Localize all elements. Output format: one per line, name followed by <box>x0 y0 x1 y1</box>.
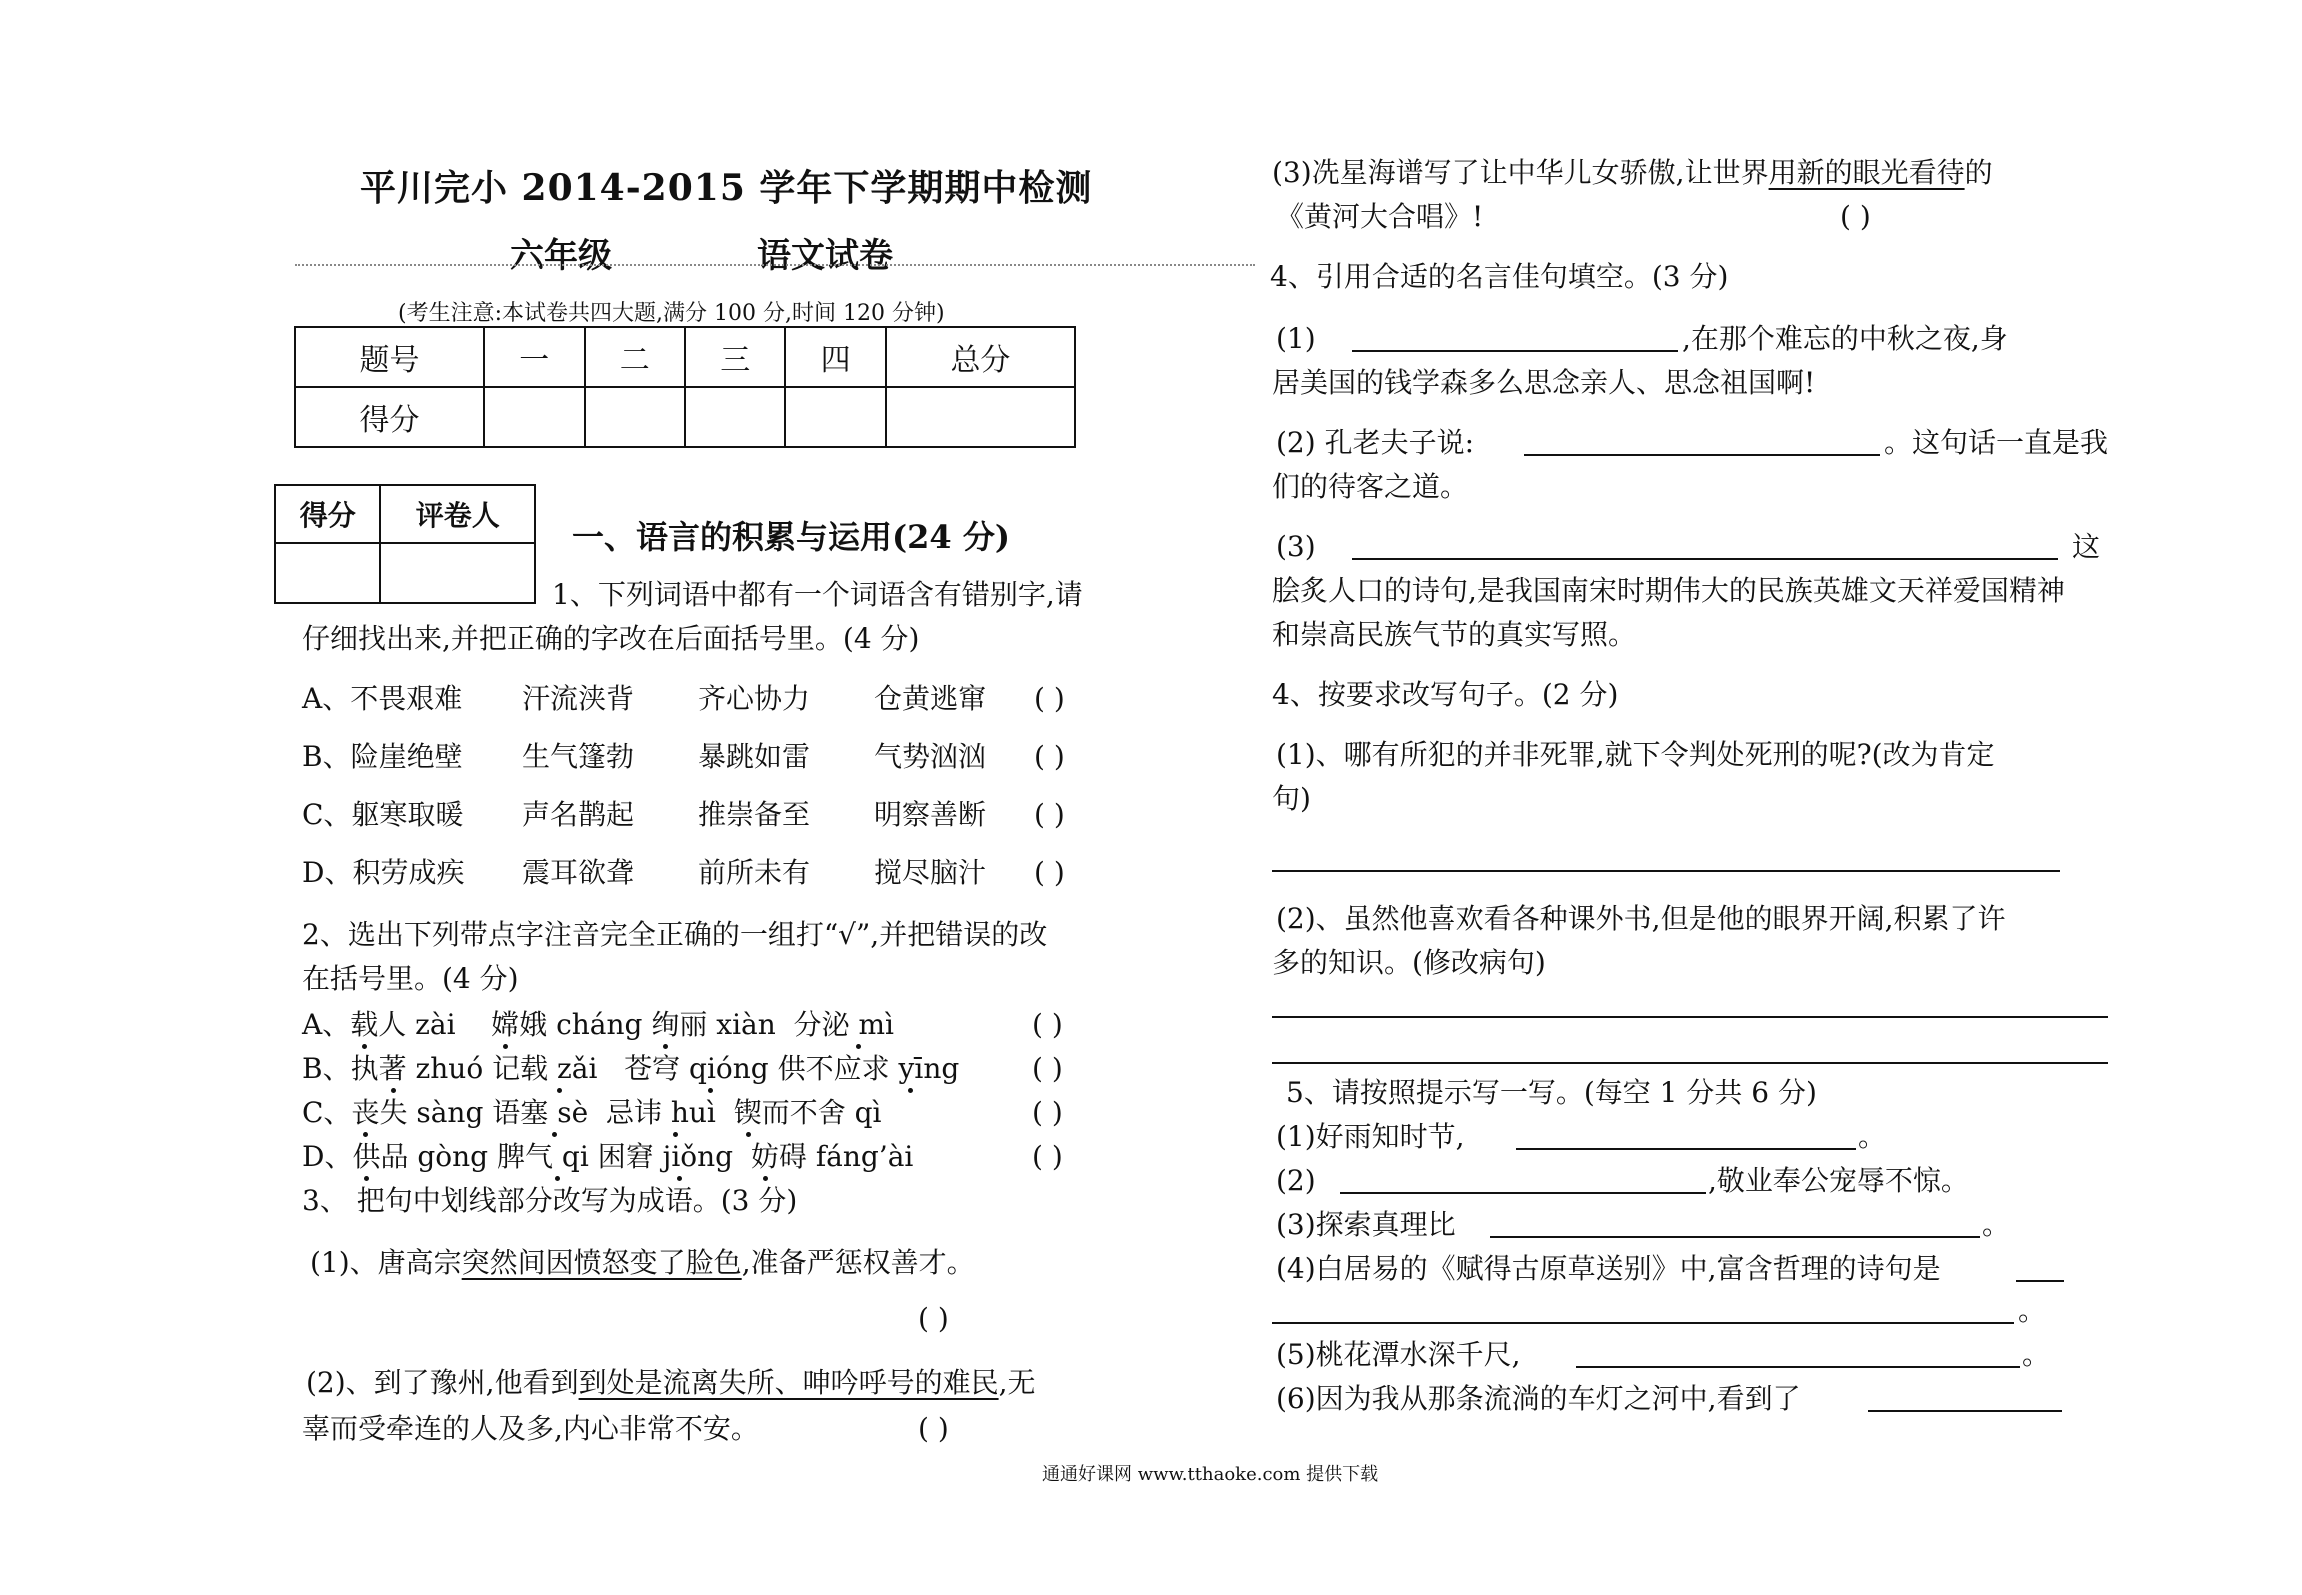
q1-word: 声名鹊起 <box>522 798 635 831</box>
q2-dotted-char: 求 yīng <box>861 1052 960 1085</box>
q4-p1-line2: 居美国的钱学森多么思念亲人、思念祖国啊! <box>1272 366 1816 399</box>
q1-word: C、躯寒取暖 <box>302 798 464 831</box>
q5-i1-prefix: (1)好雨知时节, <box>1276 1120 1465 1153</box>
score-header-cell: 题号 <box>295 327 484 387</box>
fill-blank-line[interactable] <box>1868 1410 2062 1412</box>
fill-blank-line[interactable] <box>1340 1192 1706 1194</box>
q1-word: 生气篷勃 <box>522 740 635 773</box>
q4-p2-line2: 们的待客之道。 <box>1272 470 1469 503</box>
answer-paren[interactable]: ( ) <box>1034 856 1065 889</box>
fill-blank-line[interactable] <box>1576 1366 2020 1368</box>
q3-text: (3)冼星海谱写了让中华儿女骄傲,让世界 <box>1272 156 1769 189</box>
answer-paren[interactable]: ( ) <box>1840 200 1871 233</box>
answer-paren[interactable]: ( ) <box>1032 1008 1063 1041</box>
q1-word: 明察善断 <box>874 798 987 831</box>
q1-word: 推崇备至 <box>698 798 811 831</box>
answer-paren[interactable]: ( ) <box>1032 1052 1063 1085</box>
q2-text: 困 <box>597 1140 626 1173</box>
q2-text: D、 <box>302 1140 353 1173</box>
q3-text: 的 <box>1964 156 1993 189</box>
q3-text: (2)、到了豫州,他看到 <box>306 1366 579 1399</box>
q2-dotted-char: 供 <box>352 1140 381 1173</box>
q1-word: 前所未有 <box>698 856 811 889</box>
q2-dotted-char: 著 <box>378 1052 407 1085</box>
q4b-s2-line2: 多的知识。(修改病句) <box>1272 946 1546 979</box>
score-table <box>294 326 1076 448</box>
q3-sentence-2-line2: 辜而受牵连的人及多,内心非常不安。 <box>302 1412 759 1445</box>
q4-p2-suffix: 。这句话一直是我 <box>1884 426 2109 459</box>
q4b-s2-line1: (2)、虽然他喜欢看各种课外书,但是他的眼界开阔,积累了许 <box>1276 902 2006 935</box>
q2-text: C、 <box>302 1096 352 1129</box>
score-row-label: 得分 <box>295 387 484 447</box>
q2-text: 苍 <box>624 1052 653 1085</box>
score-input-cell[interactable] <box>484 387 584 447</box>
q1-line2: 仔细找出来,并把正确的字改在后面括号里。(4 分) <box>302 622 920 655</box>
q4-p3-line3: 和崇高民族气节的真实写照。 <box>1272 618 1637 651</box>
q1-word: A、不畏艰难 <box>302 682 463 715</box>
fill-blank-line[interactable] <box>1490 1236 1980 1238</box>
q4b-s1-line2: 句) <box>1272 782 1311 815</box>
q2-text: 分 <box>793 1008 822 1041</box>
q2-text: 失 sàng <box>379 1096 484 1129</box>
q3-underlined-phrase: 突然间因愤怒变了脸色 <box>461 1246 742 1279</box>
q2-dotted-char: 嫦 <box>491 1008 520 1041</box>
q2-text: 丽 xiàn <box>679 1008 776 1041</box>
score-header-cell: 四 <box>785 327 885 387</box>
exam-notice: (考生注意:本试卷共四大题,满分 100 分,时间 120 分钟) <box>398 301 945 326</box>
q5-i3-prefix: (3)探索真理比 <box>1276 1208 1456 1241</box>
q2-row-d <box>302 1140 913 1174</box>
q2-text: A、 <box>302 1008 351 1041</box>
q2-dotted-char: 绚 <box>651 1008 680 1041</box>
q3-text: ,无 <box>998 1366 1036 1399</box>
q2-text: 忌 <box>605 1096 634 1129</box>
fill-blank-line[interactable] <box>1352 350 1678 352</box>
answer-paren[interactable]: ( ) <box>918 1412 949 1445</box>
q5-i3-suffix: 。 <box>1982 1208 2011 1241</box>
q5-i4-suffix: 。 <box>2018 1294 2047 1327</box>
q3-sentence-3 <box>1272 156 1993 190</box>
score-header-cell: 总分 <box>886 327 1075 387</box>
q2-dotted-char: 泌 mì <box>821 1008 895 1041</box>
q2-text: 娥 cháng <box>519 1008 643 1041</box>
score-input-cell[interactable] <box>685 387 785 447</box>
q4-p1-prefix: (1) <box>1276 322 1316 355</box>
q2-line1: 2、选出下列带点字注音完全正确的一组打“√”,并把错误的改 <box>302 918 1048 951</box>
q5-i5-suffix: 。 <box>2022 1338 2051 1371</box>
q3-text: (1)、唐高宗 <box>310 1246 462 1279</box>
q4-p2-prefix: (2) 孔老夫子说: <box>1276 426 1474 459</box>
grade-label: 六年级 <box>510 236 612 276</box>
fill-blank-line[interactable] <box>2016 1280 2064 1282</box>
answer-line[interactable] <box>1272 870 2060 872</box>
q3-text: ,准备严惩权善才。 <box>741 1246 975 1279</box>
score-header-cell: 二 <box>585 327 685 387</box>
q2-row-c <box>302 1096 882 1130</box>
q3-sentence-3-line2: 《黄河大合唱》! <box>1276 200 1484 233</box>
fill-blank-line[interactable] <box>1524 454 1880 456</box>
answer-paren[interactable]: ( ) <box>1034 682 1065 715</box>
q2-dotted-char: 丧 <box>351 1096 380 1129</box>
answer-paren[interactable]: ( ) <box>1032 1096 1063 1129</box>
q2-dotted-char: 穹 qióng <box>652 1052 769 1085</box>
fill-blank-line[interactable] <box>1516 1148 1856 1150</box>
q2-dotted-char: 窘 jiǒng <box>625 1140 734 1173</box>
answer-line[interactable] <box>1272 1062 2108 1064</box>
q2-row-b <box>302 1052 959 1086</box>
grader-name-cell[interactable] <box>380 543 535 603</box>
q1-word: B、险崖绝壁 <box>302 740 463 773</box>
q1-word: 齐心协力 <box>698 682 811 715</box>
q2-text: 供不应 <box>777 1052 862 1085</box>
q1-word: 仓黄逃窜 <box>874 682 987 715</box>
q3-sentence-2 <box>306 1366 1036 1400</box>
q5-title: 5、请按照提示写一写。(每空 1 分共 6 分) <box>1286 1076 1817 1109</box>
q2-text: 碍 fáng’ài <box>778 1140 914 1173</box>
q4-p3-line2: 脍炙人口的诗句,是我国南宋时期伟大的民族英雄文天祥爱国精神 <box>1272 574 2065 607</box>
answer-paren[interactable]: ( ) <box>1032 1140 1063 1173</box>
answer-line[interactable] <box>1272 1016 2108 1018</box>
q2-dotted-char: 塞 sè <box>520 1096 589 1129</box>
q5-i1-suffix: 。 <box>1858 1120 1887 1153</box>
q2-text: 语 <box>492 1096 521 1129</box>
q1-line1: 1、下列词语中都有一个词语含有错别字,请 <box>552 578 1083 611</box>
q2-dotted-char: 载 zǎi <box>520 1052 598 1085</box>
q2-text: 记 <box>492 1052 521 1085</box>
score-header-cell: 一 <box>484 327 584 387</box>
q2-dotted-char: 气 qi <box>525 1140 589 1173</box>
exam-title: 平川完小 2014-2015 学年下学期期中检测 <box>360 167 1093 209</box>
q4b-s1-line1: (1)、哪有所犯的并非死罪,就下令判处死刑的呢?(改为肯定 <box>1276 738 1995 771</box>
section-one-title: 一、语言的积累与运用(24 分) <box>572 518 1010 556</box>
q4-p3-prefix: (3) <box>1276 530 1316 563</box>
q4-p1-suffix: ,在那个难忘的中秋之夜,身 <box>1682 322 2008 355</box>
subject-label: 语文试卷 <box>757 236 893 276</box>
score-input-cell[interactable] <box>785 387 885 447</box>
q3-sentence-1 <box>310 1246 975 1280</box>
q2-text: 脾 <box>497 1140 526 1173</box>
q1-word: 汗流浃背 <box>522 682 635 715</box>
answer-paren[interactable]: ( ) <box>918 1302 949 1335</box>
fill-blank-line[interactable] <box>1272 1322 2014 1324</box>
q2-dotted-char: 讳 huì <box>633 1096 716 1129</box>
score-input-cell[interactable] <box>886 387 1075 447</box>
q2-dotted-char: 锲 <box>733 1096 762 1129</box>
footer-credit: 通通好课网 www.tthaoke.com 提供下载 <box>1042 1464 1379 1485</box>
grader-score-header: 得分 <box>275 485 380 543</box>
q2-text: 品 gòng <box>380 1140 489 1173</box>
score-input-cell[interactable] <box>585 387 685 447</box>
q1-word: 搅尽脑汁 <box>874 856 987 889</box>
grader-name-header: 评卷人 <box>380 485 535 543</box>
grader-table <box>274 484 536 604</box>
q1-word: 震耳欲聋 <box>522 856 635 889</box>
answer-paren[interactable]: ( ) <box>1034 798 1065 831</box>
q4-p3-suffix: 这 <box>2072 530 2101 563</box>
q2-row-a <box>302 1008 894 1042</box>
q3-underlined-phrase: 到处是流离失所、呻吟呼号的难民 <box>578 1366 999 1399</box>
q4-title: 4、引用合适的名言佳句填空。(3 分) <box>1270 260 1729 293</box>
score-header-cell: 三 <box>685 327 785 387</box>
q5-i2-suffix: ,敬业奉公宠辱不惊。 <box>1708 1164 1969 1197</box>
q2-text: 而不舍 qì <box>761 1096 882 1129</box>
fill-blank-line[interactable] <box>1352 558 2058 560</box>
q5-i2-prefix: (2) <box>1276 1164 1316 1197</box>
q1-word: 暴跳如雷 <box>698 740 811 773</box>
q4b-title: 4、按要求改写句子。(2 分) <box>1272 678 1619 711</box>
q1-word: 气势汹汹 <box>874 740 987 773</box>
q3-underlined-phrase: 用新的眼光看待 <box>1768 156 1965 189</box>
q2-text: 人 zài <box>378 1008 456 1041</box>
q2-text: zhuó <box>406 1052 484 1085</box>
q2-dotted-char: 妨 <box>750 1140 779 1173</box>
q2-text: B、执 <box>302 1052 379 1085</box>
q3-title: 3、 把句中划线部分改写为成语。(3 分) <box>302 1184 798 1217</box>
dotted-separator <box>295 264 1255 266</box>
q5-i4-prefix: (4)白居易的《赋得古原草送别》中,富含哲理的诗句是 <box>1276 1252 1941 1285</box>
q5-i5-prefix: (5)桃花潭水深千尺, <box>1276 1338 1521 1371</box>
grader-score-cell[interactable] <box>275 543 380 603</box>
answer-paren[interactable]: ( ) <box>1034 740 1065 773</box>
q1-word: D、积劳成疾 <box>302 856 465 889</box>
q5-i6-prefix: (6)因为我从那条流淌的车灯之河中,看到了 <box>1276 1382 1801 1415</box>
q2-line2: 在括号里。(4 分) <box>302 962 519 995</box>
q2-dotted-char: 载 <box>350 1008 379 1041</box>
